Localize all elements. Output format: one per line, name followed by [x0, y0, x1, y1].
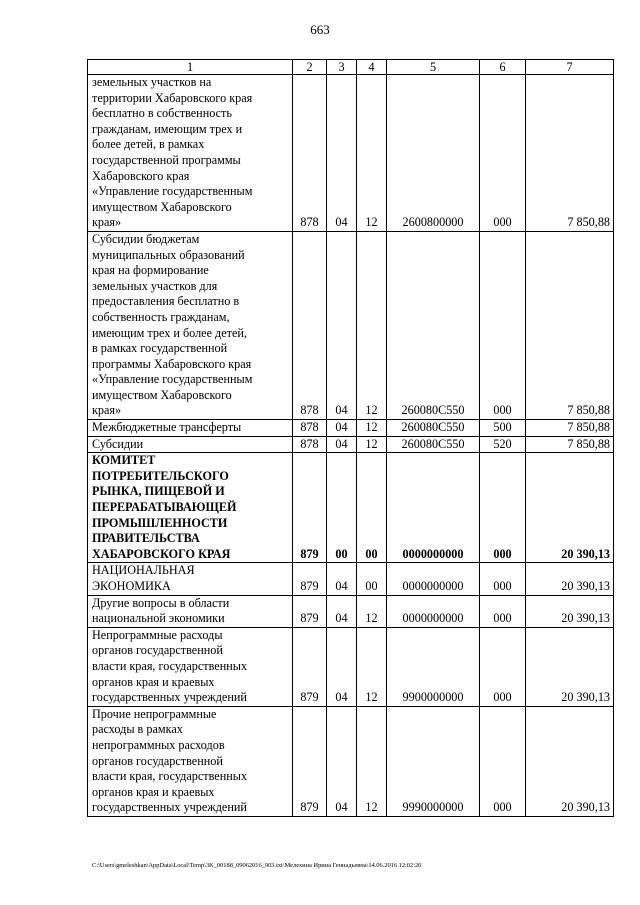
subsection-code-cell: 12: [357, 436, 387, 453]
row-name-line: расходы в рамках: [92, 722, 183, 737]
row-name-line: органов края и краевых: [92, 674, 215, 689]
ministry-code-cell: 878: [293, 420, 327, 437]
page-number: 663: [310, 22, 330, 37]
table-row: [88, 420, 614, 437]
header-cell: 5: [387, 60, 480, 75]
target-code-cell: 260080С550: [387, 436, 480, 453]
ministry-code-cell: 878: [293, 436, 327, 453]
row-name-cell: [88, 563, 293, 595]
section-code-cell: 04: [327, 231, 357, 419]
ministry-code-cell: 878: [293, 75, 327, 232]
subsection-code-cell: 12: [357, 595, 387, 627]
amount-cell: 20 390,13: [526, 706, 614, 816]
header-cell: 7: [526, 60, 614, 75]
row-name-line: программы Хабаровского края: [92, 356, 252, 371]
ministry-code-cell: 879: [293, 627, 327, 706]
row-name-line: ХАБАРОВСКОГО КРАЯ: [92, 546, 231, 561]
table-row: [88, 563, 614, 595]
header-cell: 2: [293, 60, 327, 75]
target-code-cell: 2600800000: [387, 75, 480, 232]
expense-type-cell: 000: [480, 231, 526, 419]
row-name-line: «Управление государственным: [92, 184, 253, 199]
target-code-cell: 9990000000: [387, 706, 480, 816]
table-row: [88, 436, 614, 453]
amount-cell: 20 390,13: [526, 453, 614, 563]
row-name-cell: [88, 420, 293, 437]
section-code-cell: 04: [327, 706, 357, 816]
subsection-code-cell: 12: [357, 231, 387, 419]
row-name-cell: [88, 706, 293, 816]
row-name-line: непрограммных расходов: [92, 737, 225, 752]
table-row: [88, 595, 614, 627]
expense-type-cell: 000: [480, 453, 526, 563]
row-name-line: ПРАВИТЕЛЬСТВА: [92, 531, 200, 546]
expense-type-cell: 000: [480, 563, 526, 595]
row-name-line: края»: [92, 215, 122, 230]
table-row: [88, 453, 614, 563]
section-code-cell: 00: [327, 453, 357, 563]
table-row: [88, 231, 614, 419]
row-name-line: бесплатно в собственность: [92, 106, 232, 121]
section-code-cell: 04: [327, 75, 357, 232]
table-row: [88, 75, 614, 232]
budget-table: [87, 59, 614, 817]
row-name-line: органов края и краевых: [92, 784, 215, 799]
row-name-line: органов государственной: [92, 753, 223, 768]
row-name-line: ЭКОНОМИКА: [92, 579, 171, 593]
row-name-line: края»: [92, 403, 122, 418]
row-name-cell: [88, 627, 293, 706]
subsection-code-cell: 00: [357, 563, 387, 595]
section-code-cell: 04: [327, 563, 357, 595]
row-name-line: имуществом Хабаровского: [92, 199, 232, 214]
amount-cell: 20 390,13: [526, 563, 614, 595]
expense-type-cell: 500: [480, 420, 526, 437]
row-name-line: земельных участков для: [92, 278, 218, 293]
row-name-line: власти края, государственных: [92, 769, 248, 784]
subsection-code-cell: 12: [357, 627, 387, 706]
section-code-cell: 04: [327, 420, 357, 437]
target-code-cell: 0000000000: [387, 453, 480, 563]
row-name-line: государственных учреждений: [92, 690, 247, 705]
row-name-line: государственных учреждений: [92, 800, 247, 815]
section-code-cell: 04: [327, 436, 357, 453]
table-row: [88, 706, 614, 816]
row-name-line: территории Хабаровского края: [92, 90, 253, 105]
table-header-row: [88, 60, 614, 75]
subsection-code-cell: 12: [357, 706, 387, 816]
header-cell: 1: [88, 60, 293, 75]
amount-cell: 7 850,88: [526, 231, 614, 419]
row-name-line: Субсидии бюджетам: [92, 231, 200, 246]
row-name-line: земельных участков на: [92, 75, 212, 89]
row-name-line: Хабаровского края: [92, 168, 190, 183]
table-row: [88, 627, 614, 706]
row-name-line: имуществом Хабаровского: [92, 387, 232, 402]
row-name-line: Межбюджетные трансферты: [92, 420, 242, 435]
header-cell: 3: [327, 60, 357, 75]
amount-cell: 7 850,88: [526, 420, 614, 437]
header-cell: 6: [480, 60, 526, 75]
row-name-cell: [88, 231, 293, 419]
target-code-cell: 0000000000: [387, 563, 480, 595]
row-name-cell: [88, 595, 293, 627]
row-name-line: гражданам, имеющим трех и: [92, 121, 243, 136]
row-name-line: муниципальных образований: [92, 247, 245, 262]
header-cell: 4: [357, 60, 387, 75]
row-name-line: ПРОМЫШЛЕННОСТИ: [92, 515, 228, 530]
subsection-code-cell: 00: [357, 453, 387, 563]
section-code-cell: 04: [327, 627, 357, 706]
target-code-cell: 9900000000: [387, 627, 480, 706]
row-name-line: предоставления бесплатно в: [92, 294, 240, 309]
row-name-line: НАЦИОНАЛЬНАЯ: [92, 563, 195, 578]
row-name-cell: [88, 453, 293, 563]
row-name-line: ПОТРЕБИТЕЛЬСКОГО: [92, 468, 229, 483]
target-code-cell: 260080С550: [387, 420, 480, 437]
row-name-line: Субсидии: [92, 436, 144, 451]
expense-type-cell: 000: [480, 595, 526, 627]
row-name-line: государственной программы: [92, 152, 241, 167]
expense-type-cell: 520: [480, 436, 526, 453]
row-name-line: в рамках государственной: [92, 341, 228, 356]
expense-type-cell: 000: [480, 706, 526, 816]
section-code-cell: 04: [327, 595, 357, 627]
amount-cell: 20 390,13: [526, 627, 614, 706]
subsection-code-cell: 12: [357, 75, 387, 232]
amount-cell: 7 850,88: [526, 436, 614, 453]
row-name-cell: [88, 75, 293, 232]
amount-cell: 20 390,13: [526, 595, 614, 627]
row-name-line: Другие вопросы в области: [92, 595, 230, 610]
subsection-code-cell: 12: [357, 420, 387, 437]
row-name-line: края на формирование: [92, 263, 209, 278]
row-name-cell: [88, 436, 293, 453]
target-code-cell: 0000000000: [387, 595, 480, 627]
target-code-cell: 260080С550: [387, 231, 480, 419]
row-name-line: РЫНКА, ПИЩЕВОЙ И: [92, 484, 225, 499]
row-name-line: «Управление государственным: [92, 372, 253, 387]
file-path-footer: C:\Users\gmeleshkan\AppData\Local\Temp\3K_00188_09062016_903.txt\Мелехина Ирина Геннадьевна\14.06.2016 12:02:20: [92, 862, 422, 869]
ministry-code-cell: 879: [293, 453, 327, 563]
row-name-line: имеющим трех и более детей,: [92, 325, 247, 340]
ministry-code-cell: 879: [293, 706, 327, 816]
row-name-line: Прочие непрограммные: [92, 706, 217, 721]
row-name-line: собственность гражданам,: [92, 309, 230, 324]
ministry-code-cell: 879: [293, 563, 327, 595]
ministry-code-cell: 879: [293, 595, 327, 627]
expense-type-cell: 000: [480, 75, 526, 232]
row-name-line: более детей, в рамках: [92, 137, 205, 152]
row-name-line: Непрограммные расходы: [92, 627, 223, 642]
row-name-line: КОМИТЕТ: [92, 453, 156, 468]
row-name-line: органов государственной: [92, 643, 223, 658]
expense-type-cell: 000: [480, 627, 526, 706]
row-name-line: власти края, государственных: [92, 658, 248, 673]
row-name-line: национальной экономики: [92, 611, 225, 626]
row-name-line: ПЕРЕРАБАТЫВАЮЩЕЙ: [92, 500, 237, 515]
amount-cell: 7 850,88: [526, 75, 614, 232]
ministry-code-cell: 878: [293, 231, 327, 419]
